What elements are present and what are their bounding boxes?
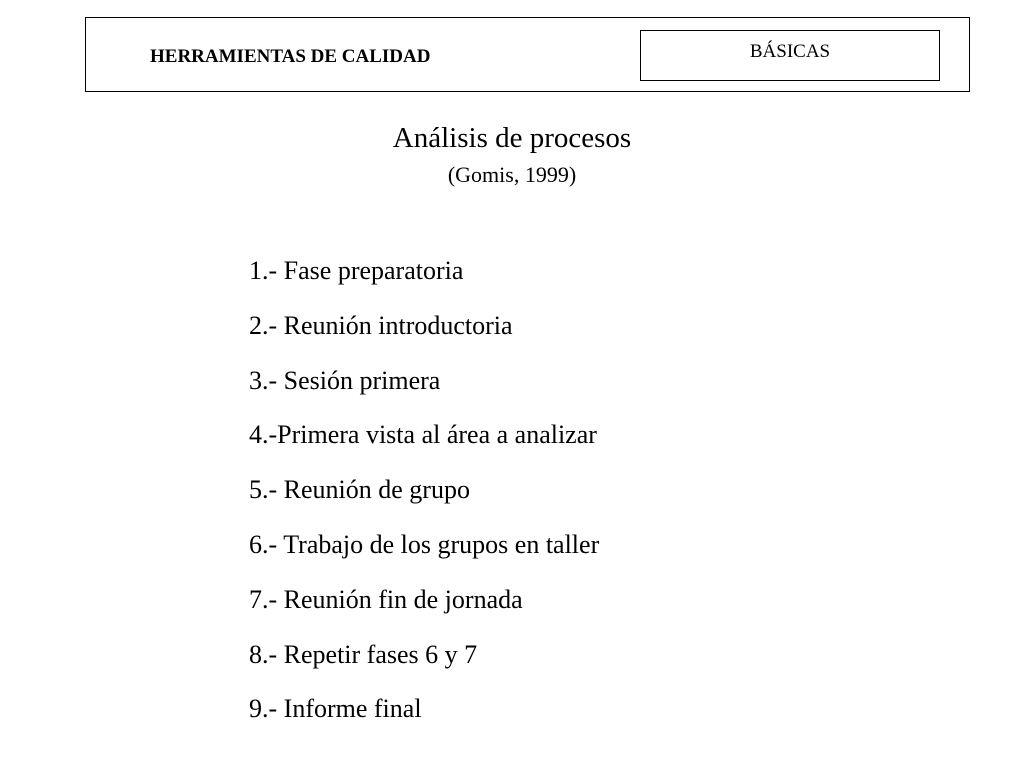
step-item: 2.- Reunión introductoria — [249, 310, 513, 340]
step-item: 4.-Primera vista al área a analizar — [249, 420, 597, 450]
steps-list — [249, 256, 599, 749]
header-box — [85, 17, 970, 92]
category-label: BÁSICAS — [640, 30, 940, 81]
step-item: 3.- Sesión primera — [249, 365, 441, 395]
step-item: 1.- Fase preparatoria — [249, 256, 464, 285]
slide-title: Análisis de procesos — [392, 122, 632, 154]
step-item: 6.- Trabajo de los grupos en taller — [249, 529, 600, 559]
step-item: 5.- Reunión de grupo — [249, 475, 470, 505]
step-item: 9.- Informe final — [249, 694, 422, 724]
header-title: HERRAMIENTAS DE CALIDAD — [150, 46, 431, 67]
step-item: 7.- Reunión fin de jornada — [249, 584, 523, 614]
slide-citation: (Gomis, 1999) — [447, 162, 577, 187]
step-item: 8.- Repetir fases 6 y 7 — [249, 639, 478, 669]
